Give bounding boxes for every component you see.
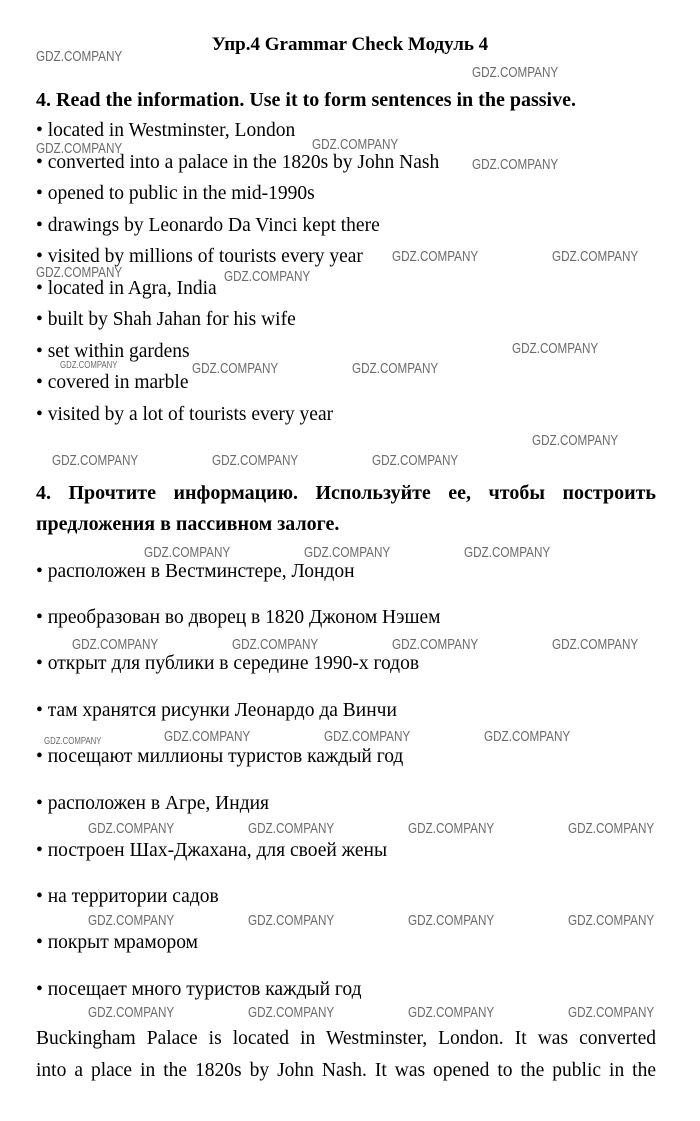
page-title: Упр.4 Grammar Check Модуль 4 bbox=[211, 34, 489, 55]
list-item: • visited by millions of tourists every year bbox=[36, 246, 363, 267]
watermark: GDZ.COMPANY bbox=[568, 912, 655, 929]
watermark: GDZ.COMPANY bbox=[164, 728, 251, 745]
list-item: • converted into a palace in the 1820s by John Nash bbox=[36, 152, 440, 173]
watermark: GDZ.COMPANY bbox=[232, 636, 319, 653]
list-item: • расположен в Агре, Индия bbox=[36, 793, 270, 814]
english-heading: 4. Read the information. Use it to form sentences in the passive. bbox=[36, 89, 576, 111]
list-item: • построен Шах-Джахана, для своей жены bbox=[36, 840, 388, 861]
watermark: GDZ.COMPANY bbox=[248, 1004, 335, 1021]
watermark: GDZ.COMPANY bbox=[552, 248, 639, 265]
list-item: • opened to public in the mid-1990s bbox=[36, 183, 315, 204]
watermark: GDZ.COMPANY bbox=[44, 736, 102, 747]
watermark: GDZ.COMPANY bbox=[464, 544, 551, 561]
answer-line: into a place in the 1820s by John Nash. It was opened to the public in the bbox=[36, 1060, 656, 1081]
watermark: GDZ.COMPANY bbox=[472, 156, 559, 173]
watermark: GDZ.COMPANY bbox=[392, 248, 479, 265]
watermark: GDZ.COMPANY bbox=[224, 268, 311, 285]
watermark: GDZ.COMPANY bbox=[472, 64, 559, 81]
watermark: GDZ.COMPANY bbox=[72, 636, 159, 653]
list-item: • преобразован во дворец в 1820 Джоном Нэшем bbox=[36, 607, 441, 628]
watermark: GDZ.COMPANY bbox=[484, 728, 571, 745]
watermark: GDZ.COMPANY bbox=[212, 452, 299, 469]
list-item: • там хранятся рисунки Леонардо да Винчи bbox=[36, 700, 397, 721]
watermark: GDZ.COMPANY bbox=[568, 820, 655, 837]
list-item: • посещает много туристов каждый год bbox=[36, 979, 362, 1000]
watermark: GDZ.COMPANY bbox=[88, 912, 175, 929]
russian-heading-line1: 4. Прочтите информацию. Используйте ее, чтобы построить bbox=[36, 482, 656, 504]
list-item: • visited by a lot of tourists every year bbox=[36, 404, 334, 425]
watermark: GDZ.COMPANY bbox=[192, 360, 279, 377]
list-item: • covered in marble bbox=[36, 372, 189, 393]
russian-heading-line2: предложения в пассивном залоге. bbox=[36, 513, 340, 535]
watermark: GDZ.COMPANY bbox=[36, 264, 123, 281]
watermark: GDZ.COMPANY bbox=[60, 360, 118, 371]
answer-line: Buckingham Palace is located in Westminster, London. It was converted bbox=[36, 1028, 656, 1049]
watermark: GDZ.COMPANY bbox=[408, 820, 495, 837]
watermark: GDZ.COMPANY bbox=[312, 136, 399, 153]
watermark: GDZ.COMPANY bbox=[248, 912, 335, 929]
watermark: GDZ.COMPANY bbox=[36, 48, 123, 65]
list-item: • покрыт мрамором bbox=[36, 932, 198, 953]
list-item: • на территории садов bbox=[36, 886, 219, 907]
watermark: GDZ.COMPANY bbox=[248, 820, 335, 837]
watermark: GDZ.COMPANY bbox=[372, 452, 459, 469]
watermark: GDZ.COMPANY bbox=[568, 1004, 655, 1021]
list-item: • посещают миллионы туристов каждый год bbox=[36, 746, 404, 767]
watermark: GDZ.COMPANY bbox=[352, 360, 439, 377]
watermark: GDZ.COMPANY bbox=[324, 728, 411, 745]
list-item: • located in Agra, India bbox=[36, 278, 217, 299]
list-item: • расположен в Вестминстере, Лондон bbox=[36, 561, 355, 582]
list-item: • built by Shah Jahan for his wife bbox=[36, 309, 296, 330]
watermark: GDZ.COMPANY bbox=[512, 340, 599, 357]
watermark: GDZ.COMPANY bbox=[88, 820, 175, 837]
watermark: GDZ.COMPANY bbox=[552, 636, 639, 653]
watermark: GDZ.COMPANY bbox=[408, 1004, 495, 1021]
watermark: GDZ.COMPANY bbox=[36, 140, 123, 157]
watermark: GDZ.COMPANY bbox=[304, 544, 391, 561]
watermark: GDZ.COMPANY bbox=[88, 1004, 175, 1021]
list-item: • drawings by Leonardo Da Vinci kept there bbox=[36, 215, 380, 236]
list-item: • located in Westminster, London bbox=[36, 120, 296, 141]
watermark: GDZ.COMPANY bbox=[408, 912, 495, 929]
list-item: • открыт для публики в середине 1990-х годов bbox=[36, 653, 420, 674]
watermark: GDZ.COMPANY bbox=[144, 544, 231, 561]
watermark: GDZ.COMPANY bbox=[392, 636, 479, 653]
watermark: GDZ.COMPANY bbox=[52, 452, 139, 469]
russian-heading bbox=[36, 478, 656, 540]
list-item: • set within gardens bbox=[36, 341, 190, 362]
watermark: GDZ.COMPANY bbox=[532, 432, 619, 449]
